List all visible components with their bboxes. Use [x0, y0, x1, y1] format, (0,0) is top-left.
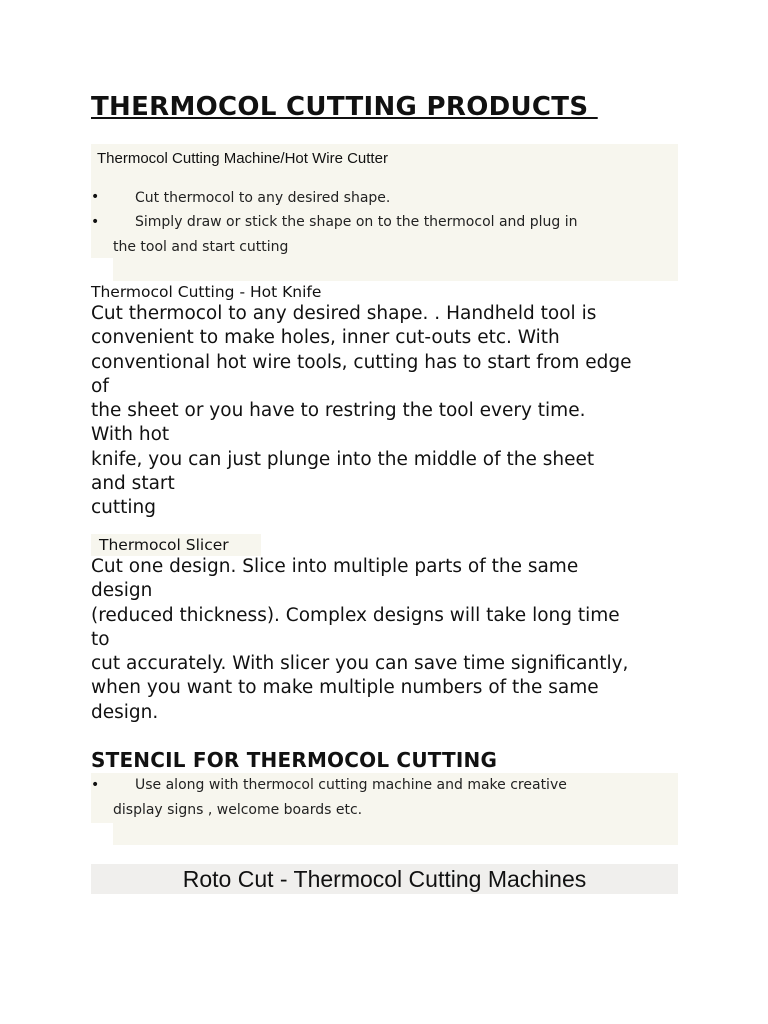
- paragraph-line: (reduced thickness). Complex designs will take long time: [91, 604, 620, 626]
- footer-title: Roto Cut - Thermocol Cutting Machines: [182, 866, 587, 892]
- bullet-marker: •: [91, 214, 100, 230]
- paragraph-line: design: [91, 580, 153, 602]
- paragraph-line: cut accurately. With slicer you can save time significantly,: [91, 653, 629, 675]
- paragraph-line: design.: [91, 701, 159, 723]
- hot-knife-paragraph: [91, 302, 631, 521]
- paragraph-line: Cut thermocol to any desired shape. . Handheld tool is: [91, 303, 597, 324]
- paragraph-line: With hot: [91, 424, 170, 446]
- paragraph-line: conventional hot wire tools, cutting has to start from edge: [91, 351, 632, 373]
- paragraph-line: Cut one design. Slice into multiple parts of the same: [91, 556, 579, 577]
- section-heading-hot-wire: Thermocol Cutting Machine/Hot Wire Cutter: [97, 150, 388, 167]
- page-title: THERMOCOL CUTTING PRODUCTS: [91, 92, 598, 122]
- section-heading-slicer: Thermocol Slicer: [99, 536, 229, 554]
- section-heading-stencil: STENCIL FOR THERMOCOL CUTTING: [91, 748, 498, 772]
- bullet-continuation: display signs , welcome boards etc.: [113, 802, 363, 818]
- paragraph-line: cutting: [91, 497, 157, 519]
- section-heading-hot-knife: Thermocol Cutting - Hot Knife: [91, 283, 322, 301]
- paragraph-line: the sheet or you have to restring the tool every time.: [91, 400, 586, 422]
- paragraph-line: convenient to make holes, inner cut-outs etc. With: [91, 327, 560, 349]
- slicer-paragraph: [91, 555, 628, 725]
- paragraph-line: of: [91, 375, 109, 397]
- paragraph-line: to: [91, 628, 110, 650]
- bullet-marker: •: [91, 189, 100, 205]
- bullet-marker: •: [91, 777, 100, 793]
- paragraph-line: and start: [91, 473, 175, 495]
- bullet-item: Simply draw or stick the shape on to the thermocol and plug in: [135, 214, 578, 230]
- bullet-item: Use along with thermocol cutting machine and make creative: [135, 777, 567, 793]
- bullet-continuation: the tool and start cutting: [113, 239, 289, 255]
- paragraph-line: knife, you can just plunge into the middle of the sheet: [91, 448, 595, 470]
- paragraph-line: when you want to make multiple numbers of the same: [91, 677, 599, 699]
- bullet-item: Cut thermocol to any desired shape.: [135, 190, 391, 206]
